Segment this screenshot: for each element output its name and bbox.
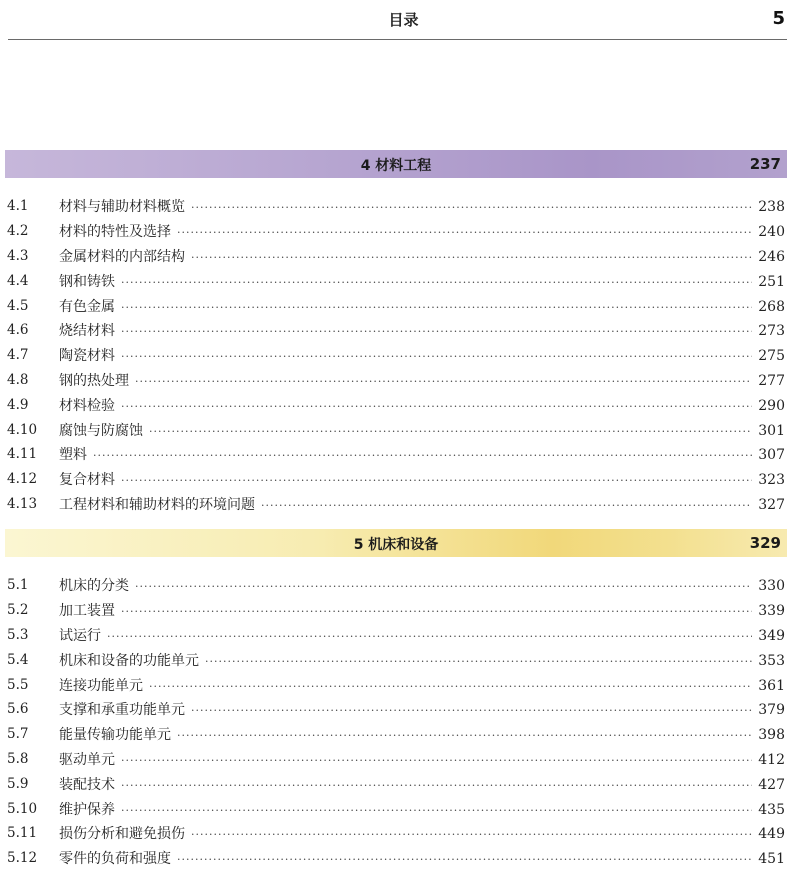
toc-entry-page: 361 <box>758 677 785 694</box>
chapter-5-entries <box>0 573 807 871</box>
toc-entry-title: 试运行 <box>59 627 101 644</box>
toc-entry-title: 连接功能单元 <box>59 677 143 694</box>
toc-entry-title: 装配技术 <box>59 776 115 793</box>
toc-entry-title: 工程材料和辅助材料的环境问题 <box>59 496 255 513</box>
toc-entry-page: 290 <box>758 397 785 414</box>
toc-entry-title: 驱动单元 <box>59 751 115 768</box>
toc-entry[interactable] <box>0 417 807 442</box>
toc-entry[interactable] <box>0 573 807 598</box>
toc-entry-title: 钢和铸铁 <box>59 273 115 290</box>
toc-entry-page: 275 <box>758 348 785 365</box>
toc-entry-line <box>59 345 785 365</box>
toc-entry-number: 4.1 <box>7 198 29 215</box>
dot-leader <box>177 729 752 742</box>
toc-entry[interactable] <box>0 796 807 821</box>
toc-entry-page: 273 <box>758 323 785 340</box>
page-header <box>0 0 807 42</box>
toc-entry-number: 4.13 <box>7 495 38 512</box>
dot-leader <box>121 325 752 338</box>
toc-entry[interactable] <box>0 771 807 796</box>
toc-entry-line <box>59 724 785 744</box>
toc-entry-number: 5.1 <box>7 577 29 594</box>
dot-leader <box>261 499 752 512</box>
toc-entry-line <box>59 675 785 695</box>
toc-entry-page: 323 <box>758 472 785 489</box>
toc-entry-number: 4.11 <box>7 446 38 463</box>
toc-entry-line <box>59 246 785 266</box>
toc-entry-number: 5.12 <box>7 850 38 867</box>
header-divider <box>8 39 787 40</box>
dot-leader <box>121 754 752 767</box>
toc-entry[interactable] <box>0 623 807 648</box>
dot-leader <box>93 449 752 462</box>
toc-entry-number: 5.8 <box>7 750 29 767</box>
toc-entry-line <box>59 420 785 440</box>
toc-entry[interactable] <box>0 194 807 219</box>
toc-entry[interactable] <box>0 821 807 846</box>
toc-entry-title: 腐蚀与防腐蚀 <box>59 422 143 439</box>
toc-entry-page: 327 <box>758 496 785 513</box>
toc-entry-title: 复合材料 <box>59 472 115 489</box>
toc-entry-line <box>59 444 785 464</box>
toc-entry-number: 4.8 <box>7 371 29 388</box>
toc-entry-title: 材料的特性及选择 <box>59 224 171 241</box>
toc-entry[interactable] <box>0 647 807 672</box>
toc-entry-line <box>59 196 785 216</box>
toc-entry-page: 246 <box>758 248 785 265</box>
toc-entry[interactable] <box>0 219 807 244</box>
toc-entry-page: 427 <box>758 776 785 793</box>
toc-entry-line <box>59 625 785 645</box>
toc-entry-line <box>59 600 785 620</box>
toc-entry-page: 349 <box>758 627 785 644</box>
toc-entry-title: 塑料 <box>59 447 87 464</box>
toc-entry-number: 4.3 <box>7 247 29 264</box>
toc-entry-line <box>59 494 785 514</box>
toc-entry-number: 5.3 <box>7 626 29 643</box>
toc-entry-page: 353 <box>758 652 785 669</box>
toc-entry-title: 钢的热处理 <box>59 372 129 389</box>
toc-entry-title: 维护保养 <box>59 801 115 818</box>
toc-entry-title: 陶瓷材料 <box>59 348 115 365</box>
toc-entry-title: 金属材料的内部结构 <box>59 248 185 265</box>
toc-entry[interactable] <box>0 392 807 417</box>
toc-entry-page: 435 <box>758 801 785 818</box>
toc-entry-page: 307 <box>758 447 785 464</box>
page-number: 5 <box>772 8 785 29</box>
toc-entry-number: 5.7 <box>7 726 29 743</box>
toc-entry-number: 4.4 <box>7 272 29 289</box>
toc-entry-number: 4.5 <box>7 297 29 314</box>
toc-entry-number: 4.2 <box>7 223 29 240</box>
toc-entry-line <box>59 320 785 340</box>
toc-entry-page: 238 <box>758 199 785 216</box>
dot-leader <box>135 580 752 593</box>
dot-leader <box>121 400 752 413</box>
toc-entry[interactable] <box>0 442 807 467</box>
toc-entry-title: 材料与辅助材料概览 <box>59 199 185 216</box>
chapter-title: 4 材料工程 <box>360 158 432 174</box>
chapter-title: 5 机床和设备 <box>353 537 439 553</box>
toc-entry-page: 330 <box>758 578 785 595</box>
page-title: 目录 <box>388 11 419 29</box>
toc-entry-page: 339 <box>758 603 785 620</box>
toc-entry-number: 4.9 <box>7 396 29 413</box>
toc-entry-number: 5.4 <box>7 651 29 668</box>
toc-entry-page: 412 <box>758 751 785 768</box>
toc-entry-line <box>59 848 785 868</box>
toc-entry[interactable] <box>0 244 807 269</box>
dot-leader <box>149 680 752 693</box>
toc-entry[interactable] <box>0 368 807 393</box>
toc-entry[interactable] <box>0 492 807 517</box>
chapter-page-number: 237 <box>749 155 781 173</box>
dot-leader <box>191 828 752 841</box>
dot-leader <box>121 474 752 487</box>
toc-entry-page: 379 <box>758 702 785 719</box>
toc-entry-page: 268 <box>758 298 785 315</box>
dot-leader <box>121 605 752 618</box>
toc-entry-line <box>59 749 785 769</box>
toc-entry[interactable] <box>0 747 807 772</box>
toc-entry-page: 277 <box>758 372 785 389</box>
toc-entry-number: 4.10 <box>7 421 38 438</box>
toc-entry-number: 5.10 <box>7 800 38 817</box>
toc-entry-line <box>59 774 785 794</box>
toc-entry[interactable] <box>0 343 807 368</box>
toc-entry-title: 机床和设备的功能单元 <box>59 652 199 669</box>
chapter-4-heading[interactable] <box>5 150 787 178</box>
dot-leader <box>191 201 752 214</box>
toc-entry[interactable] <box>0 467 807 492</box>
toc-entry-line <box>59 221 785 241</box>
chapter-5-heading[interactable] <box>5 529 787 557</box>
toc-entry-number: 5.11 <box>7 825 38 842</box>
toc-entry-line <box>59 575 785 595</box>
toc-entry-page: 449 <box>758 826 785 843</box>
toc-entry-line <box>59 271 785 291</box>
toc-entry-page: 240 <box>758 224 785 241</box>
toc-entry-number: 4.7 <box>7 347 29 364</box>
chapter-4-entries <box>0 194 807 516</box>
toc-entry-title: 能量传输功能单元 <box>59 727 171 744</box>
toc-entry-line <box>59 799 785 819</box>
toc-entry-title: 烧结材料 <box>59 323 115 340</box>
toc-entry[interactable] <box>0 598 807 623</box>
dot-leader <box>121 350 752 363</box>
dot-leader <box>121 804 752 817</box>
dot-leader <box>191 251 752 264</box>
toc-entry-title: 支撑和承重功能单元 <box>59 702 185 719</box>
toc-entry-number: 5.6 <box>7 701 29 718</box>
toc-entry-page: 451 <box>758 851 785 868</box>
dot-leader <box>121 779 752 792</box>
dot-leader <box>121 301 752 314</box>
dot-leader <box>177 853 752 866</box>
toc-entry-title: 损伤分析和避免损伤 <box>59 826 185 843</box>
toc-entry[interactable] <box>0 318 807 343</box>
toc-entry[interactable] <box>0 672 807 697</box>
dot-leader <box>107 630 752 643</box>
dot-leader <box>121 276 752 289</box>
chapter-page-number: 329 <box>749 534 781 552</box>
toc-entry-line <box>59 395 785 415</box>
toc-entry[interactable] <box>0 697 807 722</box>
toc-entry[interactable] <box>0 722 807 747</box>
toc-entry-number: 5.5 <box>7 676 29 693</box>
toc-entry-line <box>59 370 785 390</box>
toc-entry-number: 5.9 <box>7 775 29 792</box>
dot-leader <box>135 375 752 388</box>
toc-entry-page: 301 <box>758 422 785 439</box>
toc-entry-number: 5.2 <box>7 602 29 619</box>
toc-entry-title: 零件的负荷和强度 <box>59 851 171 868</box>
toc-entry-number: 4.6 <box>7 322 29 339</box>
toc-entry-line <box>59 823 785 843</box>
dot-leader <box>177 226 752 239</box>
toc-entry-page: 251 <box>758 273 785 290</box>
toc-entry[interactable] <box>0 846 807 871</box>
toc-entry-title: 材料检验 <box>59 397 115 414</box>
toc-entry[interactable] <box>0 268 807 293</box>
toc-entry-page: 398 <box>758 727 785 744</box>
toc-entry-title: 加工装置 <box>59 603 115 620</box>
toc-entry[interactable] <box>0 293 807 318</box>
dot-leader <box>149 425 752 438</box>
toc-entry-line <box>59 469 785 489</box>
toc-entry-line <box>59 296 785 316</box>
dot-leader <box>205 655 752 668</box>
dot-leader <box>191 704 752 717</box>
toc-entry-title: 机床的分类 <box>59 578 129 595</box>
toc-entry-title: 有色金属 <box>59 298 115 315</box>
toc-entry-line <box>59 699 785 719</box>
toc-entry-line <box>59 650 785 670</box>
toc-entry-number: 4.12 <box>7 471 38 488</box>
